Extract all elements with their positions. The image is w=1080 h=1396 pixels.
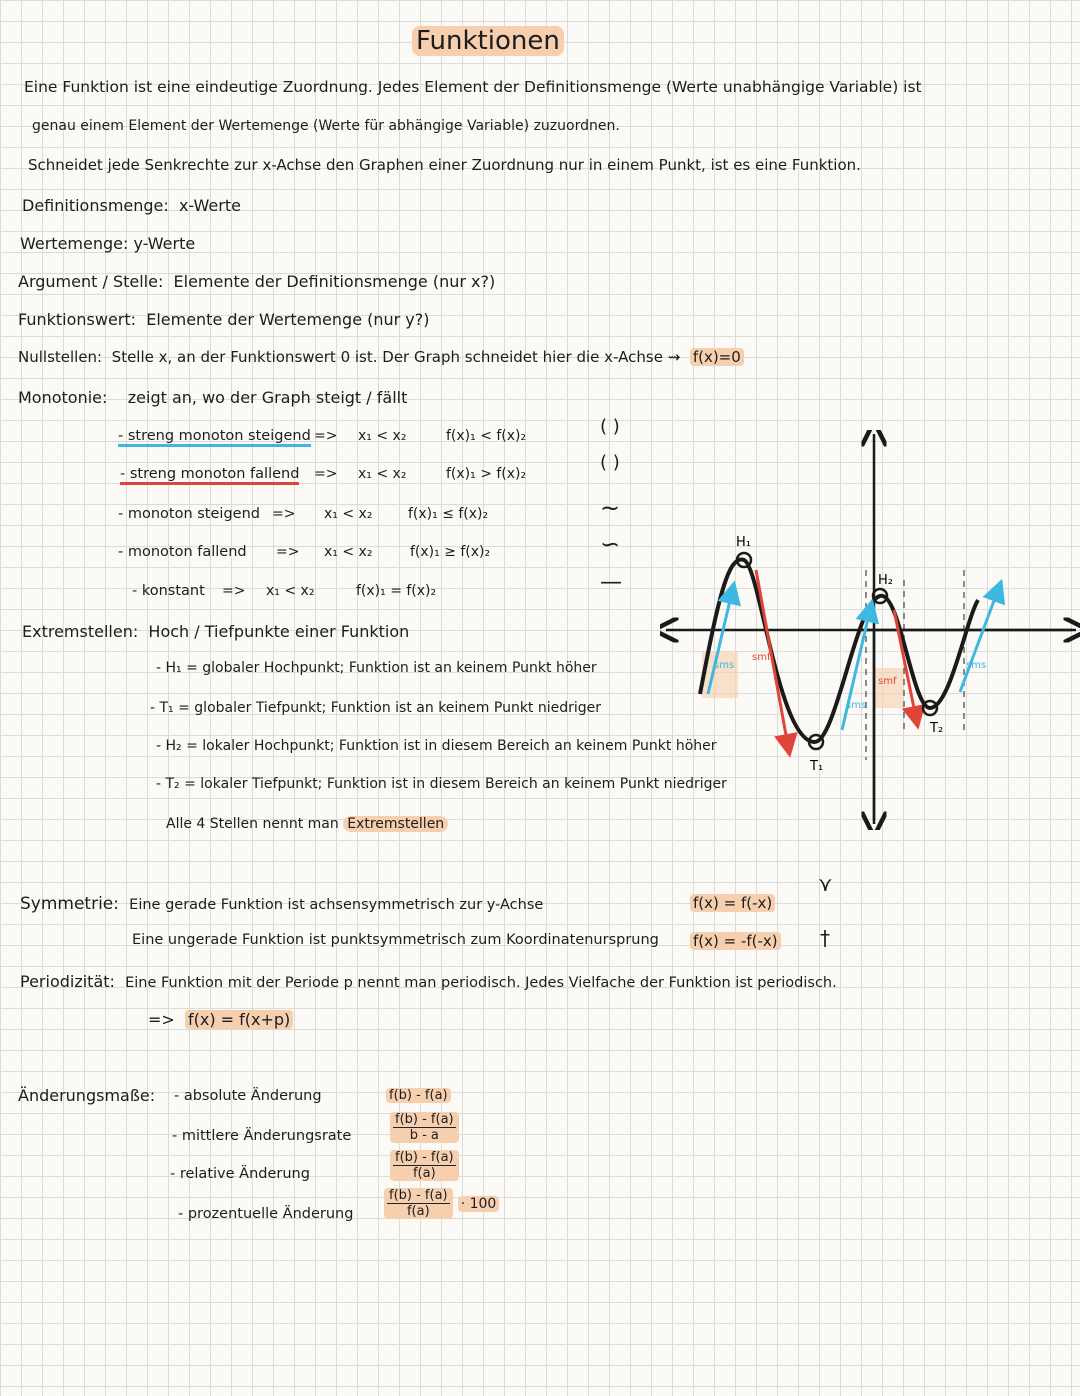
extrem-item-2: - T₁ = globaler Tiefpunkt; Funktion ist an keinem Punkt niedriger bbox=[150, 700, 602, 716]
mono-row-1-result: f(x)₁ < f(x)₂ bbox=[446, 428, 527, 444]
aenderung-item-3: - relative Änderung bbox=[170, 1166, 310, 1182]
sms-label-3: sms bbox=[966, 660, 987, 671]
h2-label: H₂ bbox=[878, 573, 893, 588]
symmetrie-formula-1: f(x) = f(-x) bbox=[690, 894, 775, 912]
mono-row-3-result: f(x)₁ ≤ f(x)₂ bbox=[408, 506, 489, 522]
sms-label-1: sms bbox=[714, 660, 735, 671]
mono-row-1-arrow: => bbox=[314, 428, 338, 444]
def-funktionswert: Funktionswert: Elemente der Wertemenge (nur y?) bbox=[18, 310, 430, 329]
t1-label: T₁ bbox=[810, 759, 824, 774]
mono-row-3-cond: x₁ < x₂ bbox=[324, 506, 373, 522]
axis-symmetry-icon: ⋎ bbox=[818, 872, 833, 896]
mono-row-2: - streng monoton fallend bbox=[120, 466, 299, 482]
mono-row-4-glyph: ∽ bbox=[600, 530, 621, 558]
mono-row-4-arrow: => bbox=[276, 544, 300, 560]
def-monotonie: Monotonie: zeigt an, wo der Graph steigt / fällt bbox=[18, 388, 408, 407]
symmetrie-line-1: Symmetrie: Eine gerade Funktion ist achsensymmetrisch zur y-Achse bbox=[20, 894, 544, 914]
extrem-item-3: - H₂ = lokaler Hochpunkt; Funktion ist in diesem Bereich an keinem Punkt höher bbox=[156, 738, 717, 754]
function-curve bbox=[700, 559, 978, 742]
aenderung-formula-2: $\frac{f(b) - f(a)}{b - a}$ bbox=[390, 1112, 459, 1143]
aenderung-formula-4: $\frac{f(b) - f(a)}{f(a)}$ · 100 bbox=[384, 1188, 499, 1219]
mono-row-3-arrow: => bbox=[272, 506, 296, 522]
mono-row-2-glyph: ( ) bbox=[600, 452, 620, 473]
mono-row-5-arrow: => bbox=[222, 583, 246, 599]
smf-label-2: smf bbox=[878, 676, 897, 687]
aenderung-item-2: - mittlere Änderungsrate bbox=[172, 1128, 352, 1144]
mono-row-1-cond: x₁ < x₂ bbox=[358, 428, 407, 444]
extrema-graph bbox=[660, 430, 1080, 830]
mono-row-1-glyph: ( ) bbox=[600, 416, 620, 437]
mono-row-5-cond: x₁ < x₂ bbox=[266, 583, 315, 599]
mono-row-4-cond: x₁ < x₂ bbox=[324, 544, 373, 560]
mono-row-3-glyph: ~ bbox=[600, 494, 621, 522]
point-symmetry-icon: † bbox=[820, 926, 830, 950]
def-definitionsmenge: Definitionsmenge: x-Werte bbox=[22, 196, 241, 215]
symmetrie-formula-2: f(x) = -f(-x) bbox=[690, 932, 781, 950]
extrem-item-1: - H₁ = globaler Hochpunkt; Funktion ist an keinem Punkt höher bbox=[156, 660, 597, 676]
mono-row-5-result: f(x)₁ = f(x)₂ bbox=[356, 583, 437, 599]
mono-row-5: - konstant bbox=[132, 583, 205, 599]
mono-row-2-result: f(x)₁ > f(x)₂ bbox=[446, 466, 527, 482]
mono-row-2-cond: x₁ < x₂ bbox=[358, 466, 407, 482]
nullstellen-formula: f(x)=0 bbox=[690, 348, 744, 366]
smf-band bbox=[874, 668, 904, 708]
aenderung-item-1: - absolute Änderung bbox=[174, 1088, 322, 1104]
aenderung-heading: Änderungsmaße: bbox=[18, 1086, 156, 1105]
extrem-note: Alle 4 Stellen nennt man Extremstellen bbox=[166, 816, 448, 832]
mono-row-4-result: f(x)₁ ≥ f(x)₂ bbox=[410, 544, 491, 560]
mono-row-4: - monoton fallend bbox=[118, 544, 247, 560]
aenderung-item-4: - prozentuelle Änderung bbox=[178, 1206, 354, 1222]
periodizitaet-line: Periodizität: Eine Funktion mit der Periode p nennt man periodisch. Jedes Vielfache der Funktion ist periodisch. bbox=[20, 972, 837, 991]
page-title: Funktionen bbox=[412, 26, 564, 56]
extrem-item-4: - T₂ = lokaler Tiefpunkt; Funktion ist in diesem Bereich an keinem Punkt niedriger bbox=[156, 776, 727, 792]
mono-row-3: - monoton steigend bbox=[118, 506, 260, 522]
intro-line-3: Schneidet jede Senkrechte zur x-Achse den Graphen einer Zuordnung nur in einem Punkt, ist es eine Funktion. bbox=[28, 156, 861, 174]
aenderung-formula-1: f(b) - f(a) bbox=[386, 1088, 451, 1103]
mono-row-1: - streng monoton steigend bbox=[118, 428, 311, 444]
smf-label-1: smf bbox=[752, 652, 771, 663]
mono-row-5-glyph: — bbox=[600, 570, 622, 595]
intro-line-2: genau einem Element der Wertemenge (Werte für abhängige Variable) zuzuordnen. bbox=[32, 118, 620, 134]
sms-label-2: sms bbox=[846, 700, 867, 711]
rising-arrow-3 bbox=[960, 590, 998, 692]
def-wertemenge: Wertemenge: y-Werte bbox=[20, 234, 196, 253]
aenderung-formula-3: $\frac{f(b) - f(a)}{f(a)}$ bbox=[390, 1150, 459, 1181]
periodizitaet-formula-line: => f(x) = f(x+p) bbox=[148, 1010, 293, 1029]
h1-label: H₁ bbox=[736, 535, 751, 550]
def-nullstellen: Nullstellen: Stelle x, an der Funktionswert 0 ist. Der Graph schneidet hier die x-Achse ⇝ f(x)=0 bbox=[18, 348, 744, 366]
def-argument: Argument / Stelle: Elemente der Definitionsmenge (nur x?) bbox=[18, 272, 496, 291]
mono-row-2-arrow: => bbox=[314, 466, 338, 482]
t2-label: T₂ bbox=[930, 721, 944, 736]
intro-line-1: Eine Funktion ist eine eindeutige Zuordnung. Jedes Element der Definitionsmenge (Werte unabhängige Variable) ist bbox=[24, 78, 922, 96]
symmetrie-line-2: Eine ungerade Funktion ist punktsymmetrisch zum Koordinatenursprung bbox=[132, 932, 659, 948]
extrem-heading: Extremstellen: Hoch / Tiefpunkte einer Funktion bbox=[22, 622, 410, 641]
